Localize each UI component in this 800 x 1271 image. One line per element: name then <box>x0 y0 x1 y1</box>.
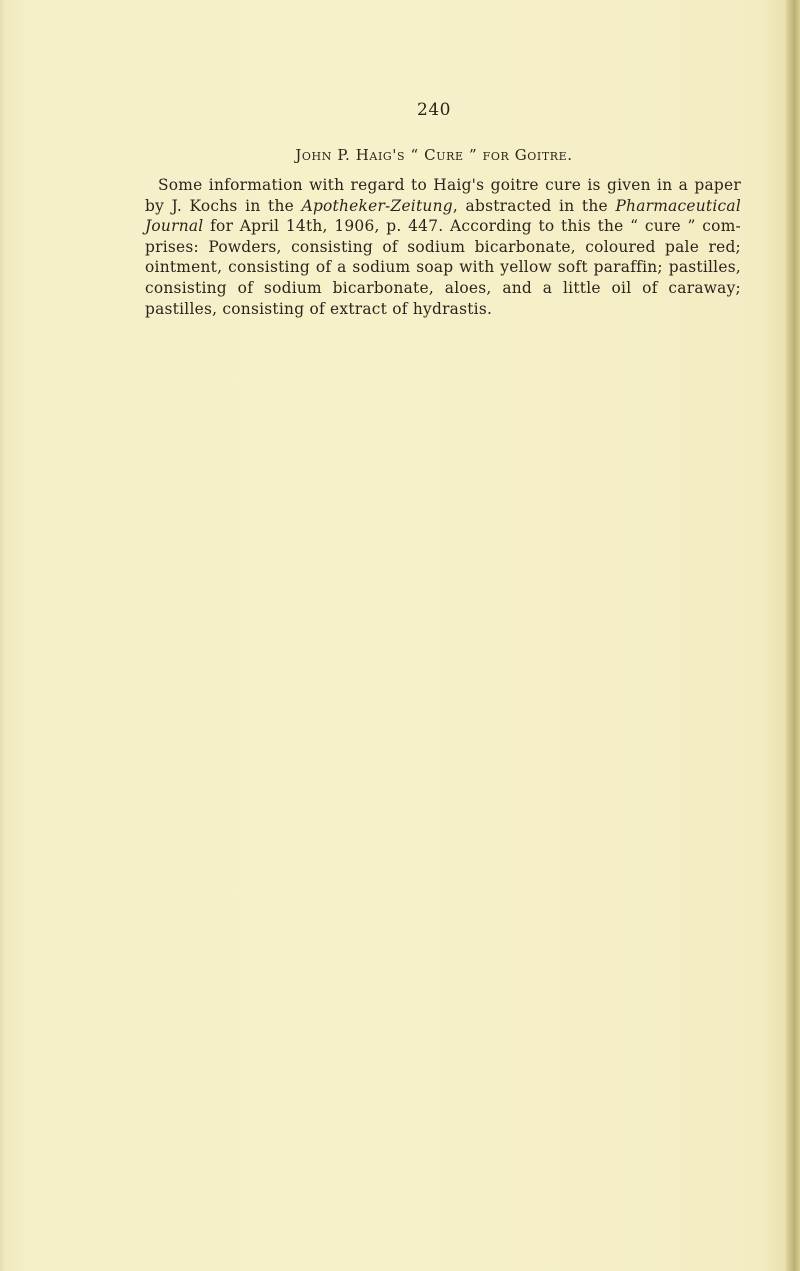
page-number: 240 <box>417 100 451 120</box>
left-page-edge <box>0 0 6 1271</box>
article-title: John P. Haig's “ Cure ” for Goitre. <box>295 146 573 164</box>
publication-name: Apotheker-Zeitung <box>301 196 453 215</box>
body-text-segment: by J. Kochs in the <box>145 196 302 215</box>
right-page-edge <box>786 0 800 1271</box>
article-body <box>145 175 741 319</box>
body-line: Some information with regard to Haig's goitre cure is given in a paper <box>158 176 741 194</box>
publication-name: Pharmaceutical <box>615 196 741 215</box>
body-text-segment: , abstracted in the <box>452 196 616 215</box>
body-line <box>145 216 741 237</box>
body-line: ointment, consisting of a sodium soap with yellow soft paraffin; pastilles, <box>145 258 741 277</box>
body-line: prises: Powders, consisting of sodium bicarbonate, coloured pale red; <box>145 237 741 256</box>
body-line: consisting of sodium bicarbonate, aloes, and a little oil of caraway; <box>145 278 741 297</box>
body-line: pastilles, consisting of extract of hydrastis. <box>145 299 493 318</box>
body-line <box>145 196 741 217</box>
body-text-segment: for April 14th, 1906, p. 447. According to this the “ cure ” com- <box>203 217 741 236</box>
publication-name: Journal <box>145 217 204 236</box>
